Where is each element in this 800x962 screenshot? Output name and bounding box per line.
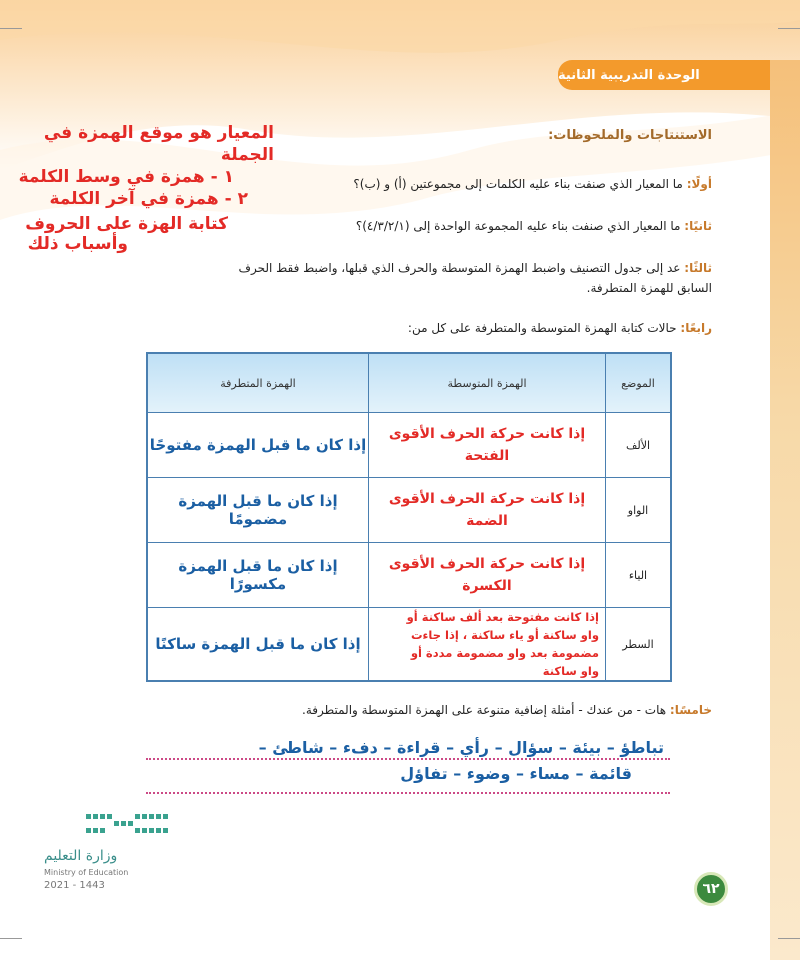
question-3-text-2: السابق للهمزة المتطرفة. bbox=[586, 281, 712, 295]
ministry-name-english: Ministry of Education bbox=[44, 868, 129, 877]
answer-1-line: ١ - همزة في وسط الكلمة bbox=[18, 167, 234, 187]
question-1 bbox=[353, 174, 712, 194]
table-row bbox=[147, 608, 671, 682]
handwritten-answer-1 bbox=[4, 122, 274, 210]
crop-mark bbox=[778, 28, 800, 29]
question-5-lead: خامسًا: bbox=[669, 703, 712, 717]
question-1-lead: أولًا: bbox=[686, 177, 712, 191]
unit-title-tab bbox=[558, 60, 770, 90]
examples-line-2: قائمة – مساء – وضوء – تفاؤل bbox=[400, 764, 632, 783]
examples-line-1: تباطؤ – بيئة – سؤال – رأي – قراءة – دفء – شاطئ – bbox=[258, 738, 664, 757]
header-middle: الهمزة المتوسطة bbox=[369, 353, 606, 413]
question-3-text: عد إلى جدول التصنيف واضبط الهمزة المتوسطة والحرف الذي قبلها، واضبط فقط الحرف bbox=[238, 261, 681, 275]
cell-end: إذا كان ما قبل الهمزة مكسورًا bbox=[147, 543, 369, 608]
question-5 bbox=[302, 700, 712, 720]
table-row bbox=[147, 478, 671, 543]
question-1-text: ما المعيار الذي صنفت بناء عليه الكلمات إلى مجموعتين (أ) و (ب)؟ bbox=[353, 177, 683, 191]
cell-position: الياء bbox=[606, 543, 672, 608]
cell-middle bbox=[369, 543, 606, 608]
cell-middle-line: الكسرة bbox=[462, 578, 512, 594]
question-4-lead: رابعًا: bbox=[680, 321, 712, 335]
edition-year: 2021 - 1443 bbox=[44, 880, 105, 891]
table-row bbox=[147, 413, 671, 478]
cell-middle-line: إذا كانت حركة الحرف الأقوى bbox=[388, 491, 586, 507]
question-3 bbox=[142, 258, 712, 298]
crop-mark bbox=[0, 28, 22, 29]
answer-2-line: كتابة الهزة على الحروف bbox=[25, 214, 228, 234]
cell-middle bbox=[369, 413, 606, 478]
side-color-strip bbox=[770, 60, 800, 960]
header-end: الهمزة المتطرفة bbox=[147, 353, 369, 413]
question-4 bbox=[408, 318, 712, 338]
cell-middle-line: واو ساكنة bbox=[542, 664, 599, 678]
question-2-text: ما المعيار الذي صنفت بناء عليه المجموعة الواحدة إلى (٤/٣/٢/١)؟ bbox=[355, 219, 681, 233]
cell-end: إذا كان ما قبل الهمزة مضمومًا bbox=[147, 478, 369, 543]
table-row bbox=[147, 543, 671, 608]
dotted-line bbox=[146, 792, 670, 794]
cell-middle-line: مضمومة بعد واو مضمومة مددة أو bbox=[410, 646, 599, 660]
cell-middle-line: إذا كانت حركة الحرف الأقوى bbox=[388, 556, 586, 572]
answer-1-line: ٢ - همزة في آخر الكلمة bbox=[49, 189, 248, 209]
answer-1-line: المعيار هو موقع الهمزة في الجملة bbox=[43, 123, 274, 165]
crop-mark bbox=[0, 938, 22, 939]
cell-middle-line: إذا كانت مفتوحة بعد ألف ساكنة أو bbox=[406, 610, 599, 624]
answer-2-line: وأسباب ذلك bbox=[27, 234, 128, 254]
cell-position: الألف bbox=[606, 413, 672, 478]
unit-title: الوحدة التدريبية الثانية bbox=[558, 67, 700, 83]
cell-middle-line: واو ساكنة أو ياء ساكنة ، إذا جاءت bbox=[410, 628, 599, 642]
question-3-lead: ثالثًا: bbox=[684, 261, 712, 275]
question-2 bbox=[356, 216, 712, 236]
cell-end: إذا كان ما قبل الهمزة ساكنًا bbox=[147, 608, 369, 682]
question-4-text: حالات كتابة الهمزة المتوسطة والمتطرفة على كل من: bbox=[407, 321, 677, 335]
question-2-lead: ثانيًا: bbox=[684, 219, 712, 233]
cell-middle bbox=[369, 608, 606, 682]
crop-mark bbox=[778, 938, 800, 939]
cell-middle bbox=[369, 478, 606, 543]
question-5-text: هات - من عندك - أمثلة إضافية متنوعة على الهمزة المتوسطة والمتطرفة. bbox=[302, 703, 667, 717]
handwritten-answer-2 bbox=[8, 214, 228, 254]
dotted-line bbox=[146, 758, 670, 760]
cell-position: الواو bbox=[606, 478, 672, 543]
ministry-logo-icon bbox=[86, 812, 176, 842]
cell-middle-line: الضمة bbox=[466, 513, 508, 529]
cell-position: السطر bbox=[606, 608, 672, 682]
page-number: ٦٢ bbox=[694, 872, 728, 906]
section-heading: الاستنتاجات والملحوظات: bbox=[548, 128, 712, 143]
cell-middle-line: إذا كانت حركة الحرف الأقوى bbox=[388, 426, 586, 442]
cell-end: إذا كان ما قبل الهمزة مفتوحًا bbox=[147, 413, 369, 478]
hamza-cases-table bbox=[146, 352, 672, 682]
header-position: الموضع bbox=[606, 353, 672, 413]
cell-middle-line: الفتحة bbox=[464, 448, 510, 464]
ministry-name-arabic: وزارة التعليم bbox=[44, 848, 118, 864]
table-header-row bbox=[147, 353, 671, 413]
